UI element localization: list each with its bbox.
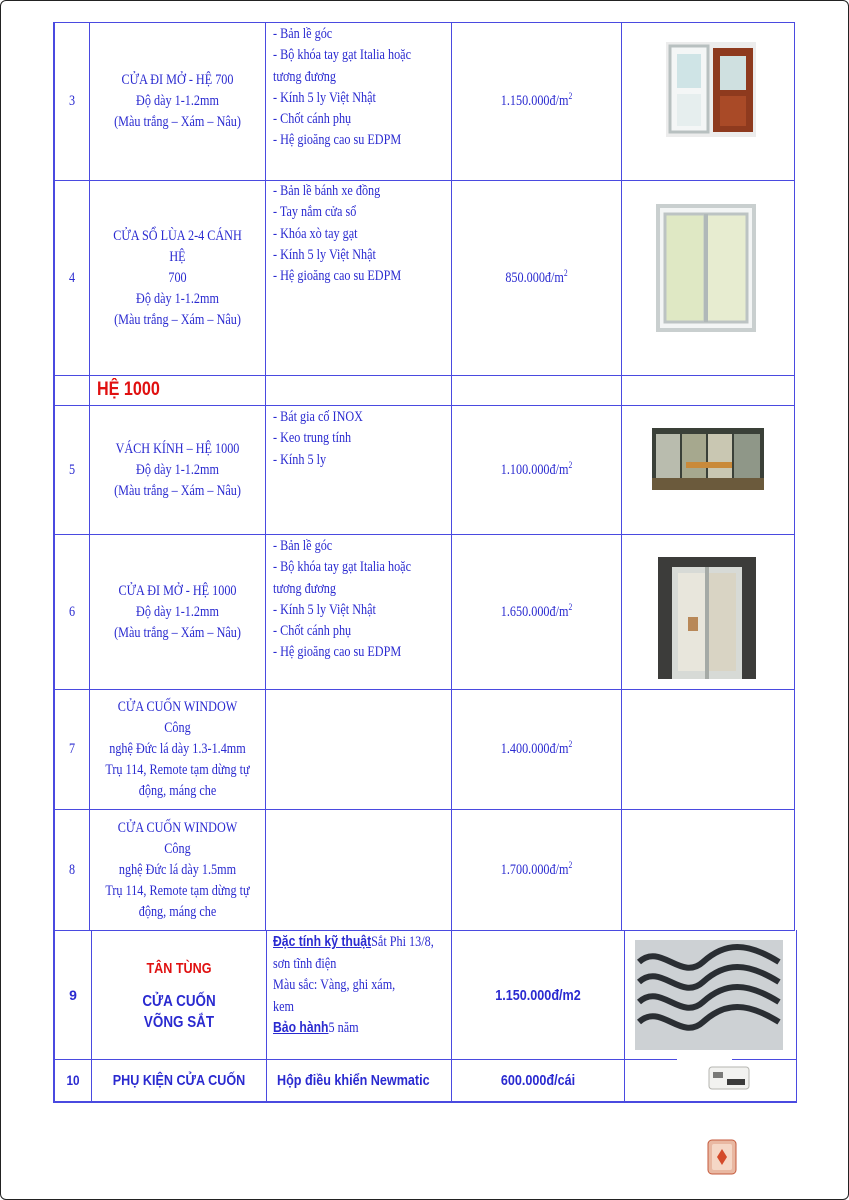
- product-price: $1.100.000đ/m^2$: [500, 459, 573, 478]
- product-price: 600.000đ/cái: [500, 1072, 576, 1089]
- section-title: HỆ 1000: [97, 379, 160, 400]
- row-number: 5: [68, 461, 76, 478]
- name-line: CỬA ĐI MỞ - HỆ 700: [121, 72, 234, 88]
- product-name: [104, 23, 251, 180]
- row-number: 10: [66, 1072, 80, 1088]
- product-price: $1.650.000đ/m^2$: [500, 601, 573, 620]
- product-price: $1.700.000đ/m^2$: [500, 859, 573, 878]
- controller-box-image: [707, 1063, 752, 1093]
- product-price: 1.150.000đ/m2: [495, 986, 581, 1004]
- name-line: (Màu trắng – Xám – Nâu): [114, 114, 241, 130]
- product-name: CỬA CUỐN WINDOW Công nghệ Đức lá dày 1.3-1.4mm Trụ 114, Remote tạm dừng tự động, máng che: [105, 699, 250, 799]
- row-number: 6: [68, 603, 76, 620]
- row-number: 7: [68, 741, 76, 757]
- wavy-steel-mesh-image: [635, 940, 783, 1050]
- product-name: VÁCH KÍNH – HỆ 1000 Độ dày 1-1.2mm (Màu trắng – Xám – Nâu): [114, 440, 241, 499]
- row-number: 9: [69, 986, 77, 1003]
- product-specs: - Bản lề bánh xe đồng - Tay nắm cửa sổ - Khóa xò tay gạt - Kính 5 ly Việt Nhật - Hệ gioăng cao su EDPM: [273, 183, 402, 285]
- document-icon: [707, 1139, 737, 1175]
- double-door-image: [658, 557, 756, 679]
- white-and-brown-door-image: [666, 42, 756, 137]
- row-number: 4: [68, 269, 76, 286]
- brand-name: TÂN TÙNG: [146, 959, 212, 977]
- product-specs: - Bản lề góc - Bộ khóa tay gạt Italia hoặc tương đương - Kính 5 ly Việt Nhật - Chốt cánh phụ - Hệ gioăng cao su EDPM: [273, 26, 411, 149]
- row-number: 3: [68, 93, 76, 109]
- warranty-heading: Bảo hành: [273, 1020, 329, 1036]
- product-price: $1.150.000đ/m^2$: [500, 91, 573, 109]
- product-specs: Đặc tính kỹ thuậtSắt Phi 13/8, sơn tĩnh điện Màu sắc: Vàng, ghi xám, kem Bảo hành5 năm: [273, 934, 434, 1036]
- product-name: CỬA CUỐN WINDOW Công nghệ Đức lá dày 1.5mm Trụ 114, Remote tạm dừng tự động, máng che: [105, 819, 250, 920]
- sliding-window-image: [656, 204, 756, 332]
- product-name: CỬA ĐI MỞ - HỆ 1000 Độ dày 1-1.2mm (Màu trắng – Xám – Nâu): [114, 582, 241, 641]
- product-specs: - Bát gia cố INOX - Keo trung tính - Kính 5 ly: [273, 409, 363, 468]
- product-price: $850.000đ/m^2$: [505, 267, 568, 286]
- product-price: $1.400.000đ/m^2$: [500, 739, 573, 757]
- product-name: PHỤ KIỆN CỬA CUỐN: [112, 1072, 246, 1089]
- glass-partition-image: [652, 428, 764, 490]
- product-spec: Hộp điều khiển Newmatic: [277, 1072, 430, 1089]
- product-specs: - Bản lề góc - Bộ khóa tay gạt Italia hoặc tương đương - Kính 5 ly Việt Nhật - Chốt cánh phụ - Hệ gioăng cao su EDPM: [273, 538, 411, 661]
- spec-heading: Đặc tính kỹ thuật: [273, 934, 372, 950]
- product-name: CỬA CUỐN VÕNG SẮT: [142, 993, 216, 1031]
- row-number: 8: [68, 861, 76, 878]
- product-name: CỬA SỔ LÙA 2-4 CÁNH HỆ 700 Độ dày 1-1.2mm (Màu trắng – Xám – Nâu): [113, 227, 242, 328]
- name-line: Độ dày 1-1.2mm: [136, 93, 219, 109]
